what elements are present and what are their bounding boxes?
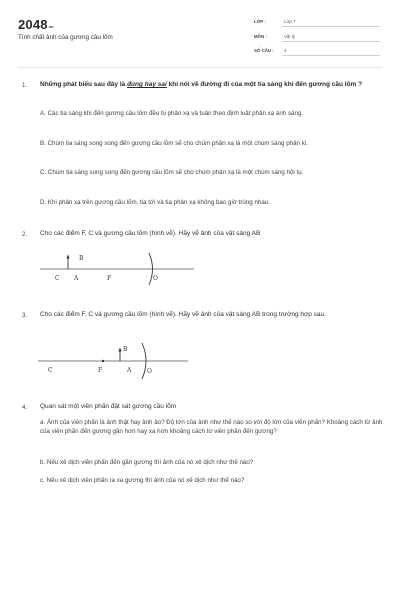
label-b: B (79, 255, 84, 262)
label-f: F (98, 367, 103, 374)
label-o: O (153, 275, 158, 282)
question-1-emphasis: đúng hay sai (127, 81, 167, 88)
subject-underline (282, 41, 380, 42)
label-f: F (107, 275, 112, 282)
question-1-number: 1. (22, 82, 28, 89)
subject-value: Vật lý (284, 34, 295, 39)
label-o: O (147, 368, 152, 375)
question-2-number: 2. (22, 231, 28, 238)
question-4-text: Quan sát một viên phấn đặt sát gương cầu lõm (40, 403, 177, 410)
label-c: C (55, 275, 60, 282)
label-a: A (74, 275, 79, 282)
logo-suffix: vn (48, 24, 54, 29)
label-c: C (48, 367, 53, 374)
class-label: LỚP : (254, 19, 266, 24)
question-3-diagram (0, 336, 400, 386)
site-logo (18, 17, 54, 32)
question-4-part-b: b. Nếu xê dịch viên phấn đến gần gương thì ảnh của nó xê dịch như thế nào? (40, 459, 254, 466)
object-arrowhead (66, 255, 69, 259)
label-a: A (127, 367, 132, 374)
question-1-option-a: A. Các tia sáng khi đến gương cầu lõm đều bị phản xạ và tuân theo định luật phản xạ ánh sáng. (40, 110, 304, 117)
class-underline (282, 26, 380, 27)
question-1-text-end: khi nói về đường đi của một tia sáng khi đến gương cầu lõm ? (166, 81, 363, 88)
question-3-text: Cho các điểm F, C và gương cầu lõm (hình vẽ). Hãy vẽ ảnh của vật sáng AB trong trường hợp sau. (40, 311, 326, 318)
question-2-text: Cho các điểm F, C và gương cầu lõm (hình vẽ). Hãy vẽ ảnh của vật sáng AB (40, 230, 261, 237)
question-1-option-c: C. Chùm tia sáng song song đến gương cầu lõm sẽ cho chùm phản xạ là một chùm sáng hội tụ. (40, 169, 304, 176)
question-1-text-start: Những phát biểu sau đây là (40, 81, 128, 88)
object-arrowhead (118, 348, 121, 352)
question-count-underline (282, 55, 380, 56)
question-1-option-b: B. Chùm tia sáng song song đến gương cầu lõm sẽ cho chùm phản xạ là một chùm sáng phân kì. (40, 140, 309, 147)
subject-label: MÔN : (254, 34, 267, 39)
header-divider (18, 67, 382, 68)
question-4-part-c: c. Nếu xê dịch viên phấn ra xa gương thì ảnh của nó xê dịch như thế nào? (40, 477, 245, 484)
question-3-number: 3. (22, 312, 28, 319)
question-4-part-a: a. Ảnh của viên phấn là ảnh thật hay ảnh ảo? Độ lớn của ảnh như thế nào so với độ lớn của viên phấn? Khoảng cách từ ảnh của viên phấn đến gương gần hơn hay xa hơn khoảng cách từ viên phấn đến gương? (40, 419, 383, 436)
question-4-number: 4. (22, 404, 28, 411)
label-b: B (123, 346, 128, 353)
focus-point (102, 360, 104, 362)
question-count-label: SỐ CÂU : (254, 48, 274, 53)
question-1-option-d: D. Khi phản xạ trên gương cầu lõm, tia tới và tia phản xạ không bao giờ trùng nhau. (40, 199, 270, 206)
document-title: Tính chất ảnh của gương cầu lõm (18, 34, 113, 41)
logo-text: 2048 (18, 17, 48, 32)
class-value: Lớp 7 (284, 19, 296, 24)
question-1-text (40, 80, 378, 90)
question-2-diagram (0, 245, 400, 295)
question-count-value: 4 (284, 48, 287, 53)
